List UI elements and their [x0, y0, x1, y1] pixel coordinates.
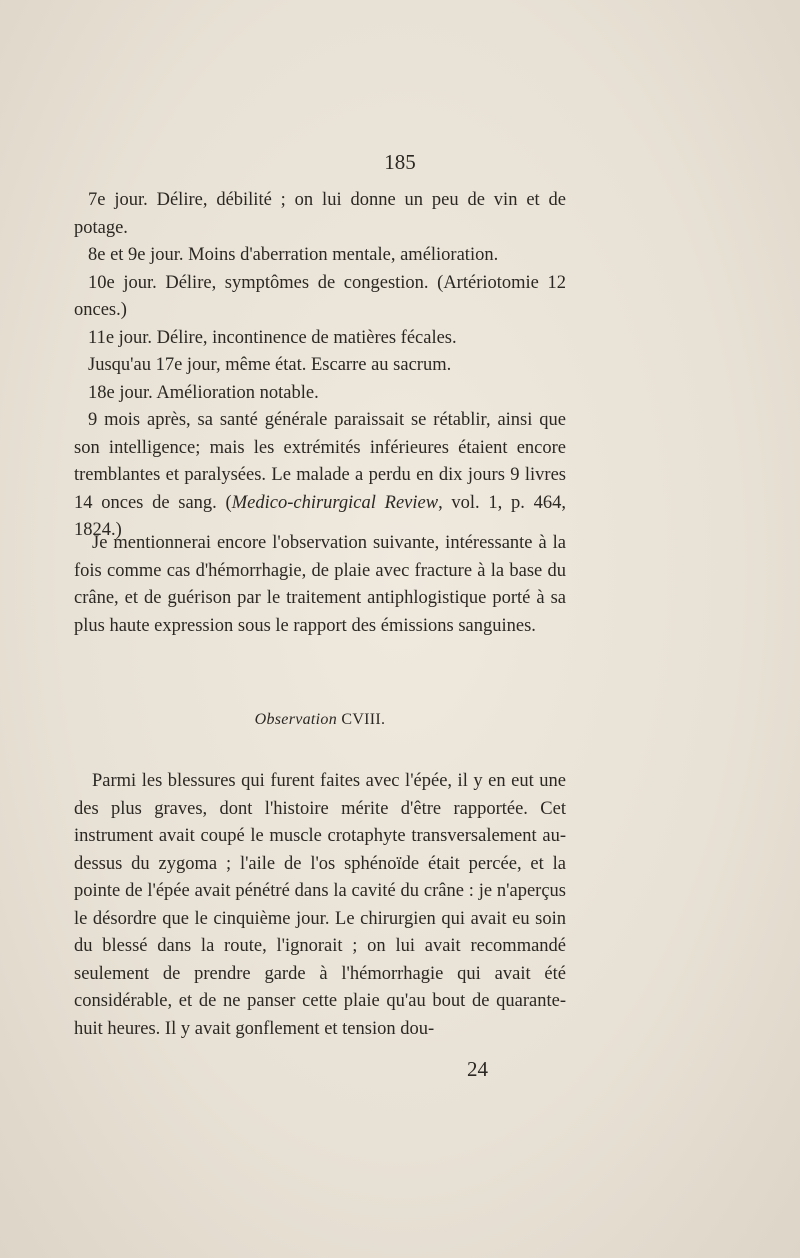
observation-number: CVIII. — [341, 711, 386, 728]
intro-section — [74, 530, 566, 640]
citation-details: , vol. 1, p. 464, 1824.) — [74, 492, 567, 540]
journal-entry: 8e et 9e jour. Moins d'aberration mentale, amélioration. — [88, 245, 499, 265]
page-number: 185 — [384, 150, 416, 174]
citation-open: ( — [225, 492, 232, 513]
observation-label: Observation — [254, 711, 338, 728]
observation-section — [74, 768, 566, 1043]
intro-paragraph: Je mentionnerai encore l'observation suivante, intéressante à la fois comme cas d'hémorrhagie, de plaie avec fracture à la base du crâne, et de guérison par le traitement antiphlogistique porté à sa plus haute expression sous le rapport des émissions sanguines. — [74, 533, 566, 636]
journal-entry: Jusqu'au 17e jour, même état. Escarre au sacrum. — [88, 355, 452, 375]
journal-entry: 7e jour. Délire, débilité ; on lui donne un peu de vin et de potage. — [74, 190, 566, 238]
clinical-journal — [74, 187, 566, 545]
journal-entry: 11e jour. Délire, incontinence de matières fécales. — [88, 327, 457, 348]
journal-entry-outcome — [74, 407, 566, 545]
outcome-text: 9 mois après, sa santé générale paraissait se rétablir, ainsi que son intelligence; mais les extrémités inférieures étaient encore tremblantes et paralysées. Le malade a perdu en dix jours 9 livres 14 onces de sang. — [74, 410, 566, 513]
citation-source: Medico-chirurgical Review — [231, 492, 439, 513]
journal-entry: 10e jour. Délire, symptômes de congestion. (Artériotomie 12 onces.) — [74, 272, 566, 320]
signature-mark: 24 — [467, 1057, 488, 1081]
journal-entry: 18e jour. Amélioration notable. — [88, 382, 319, 403]
observation-heading — [74, 711, 566, 729]
observation-paragraph: Parmi les blessures qui furent faites avec l'épée, il y en eut une des plus graves, dont l'histoire mérite d'être rapportée. Cet instrument avait coupé le muscle crotaphyte transversalement au-dessus du zygoma ; l'aile de l'os sphénoïde était percée, et la pointe de l'épée avait pénétré dans la cavité du crâne : je n'aperçus le désordre que le cinquième jour. Le chirurgien qui avait eu soin du blessé dans la route, l'ignorait ; on lui avait recommandé seulement de prendre garde à l'hémorrhagie qui avait été considérable, et de ne panser cette plaie qu'au bout de quarante-huit heures. Il y avait gonflement et tension dou- — [74, 771, 566, 1039]
